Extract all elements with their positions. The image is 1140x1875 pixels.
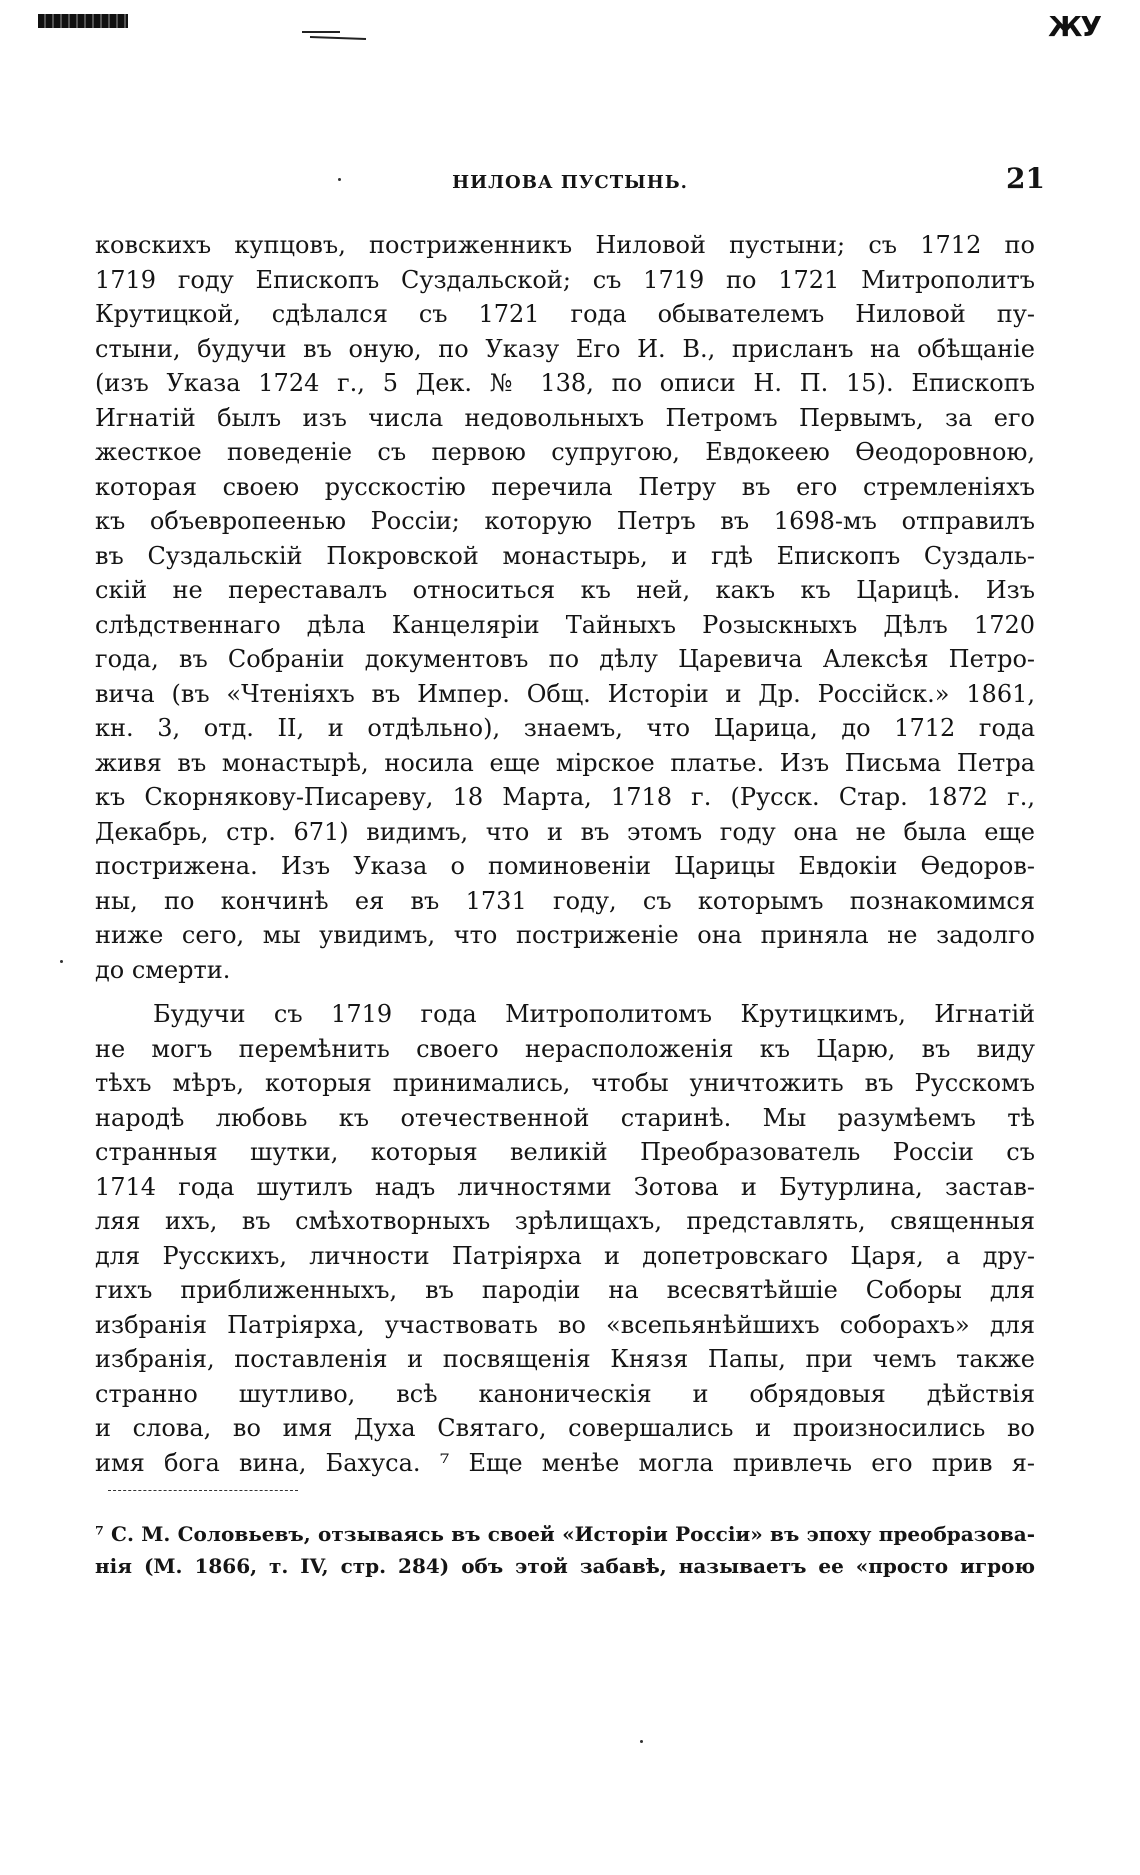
scan-artifact-left	[38, 14, 128, 28]
footnotes	[95, 1518, 1035, 1582]
running-head	[95, 162, 1045, 202]
text-line: ниже сего, мы увидимъ, что постриженіе она приняла не задолго	[95, 921, 1035, 949]
text-line: для Русскихъ, личности Патріярха и допетровскаго Царя, а дру-	[95, 1241, 1035, 1270]
text-line: 1719 году Епископъ Суздальской; съ 1719 по 1721 Митрополитъ	[95, 265, 1035, 294]
body-text	[95, 228, 1035, 1480]
footnote-line: ⁷ С. М. Соловьевъ, отзываясь въ своей «Исторіи Россіи» въ эпоху преобразова-	[95, 1522, 1035, 1546]
scan-speck	[640, 1740, 643, 1743]
text-line: ны, по кончинѣ ея въ 1731 году, съ которымъ познакомимся	[95, 886, 1035, 915]
text-line: слѣдственнаго дѣла Канцеляріи Тайныхъ Розыскныхъ Дѣлъ 1720	[95, 610, 1035, 639]
scan-artifact-center	[300, 28, 370, 42]
running-title: НИЛОВА ПУСТЫНЬ.	[452, 172, 688, 193]
text-line: не могъ перемѣнить своего нерасположенія къ Царю, въ виду	[95, 1034, 1035, 1063]
text-line: избранія Патріярха, участвовать во «всепьянѣйшихъ соборахъ» для	[95, 1310, 1035, 1339]
text-line: Крутицкой, сдѣлался съ 1721 года обывателемъ Ниловой пу-	[95, 300, 1035, 328]
text-line: скій не переставалъ относиться къ ней, какъ къ Царицѣ. Изъ	[95, 576, 1035, 604]
text-line: (изъ Указа 1724 г., 5 Дек. № 138, по описи Н. П. 15). Епископъ	[95, 369, 1035, 397]
text-line: ляя ихъ, въ смѣхотворныхъ зрѣлищахъ, представлять, священныя	[95, 1207, 1035, 1235]
text-line: живя въ монастырѣ, носила еще мірское платье. Изъ Письма Петра	[95, 748, 1035, 777]
text-line: 1714 года шутилъ надъ личностями Зотова и Бутурлина, застав-	[95, 1172, 1035, 1201]
text-line: вича (въ «Чтеніяхъ въ Импер. Общ. Исторіи и Др. Россійск.» 1861,	[95, 679, 1035, 708]
text-line: кн. 3, отд. II, и отдѣльно), знаемъ, что Царица, до 1712 года	[95, 714, 1035, 742]
paragraph-1	[95, 228, 1035, 987]
text-line: стыни, будучи въ оную, по Указу Его И. В., присланъ на обѣщаніе	[95, 334, 1035, 363]
text-line: имя бога вина, Бахуса. ⁷ Еще менѣе могла привлечь его прив я-	[95, 1448, 1035, 1477]
text-line: до смерти.	[95, 955, 231, 984]
text-line: къ Скорнякову-Писареву, 18 Марта, 1718 г. (Русск. Стар. 1872 г.,	[95, 783, 1035, 811]
text-line: года, въ Собраніи документовъ по дѣлу Царевича Алексѣя Петро-	[95, 645, 1035, 673]
paragraph-2	[95, 997, 1035, 1480]
text-line: ковскихъ купцовъ, постриженникъ Ниловой пустыни; съ 1712 по	[95, 231, 1035, 259]
footnote-rule	[108, 1490, 298, 1491]
text-line: странно шутливо, всѣ каноническія и обрядовыя дѣйствія	[95, 1379, 1035, 1408]
text-line: и слова, во имя Духа Святаго, совершались и произносились во	[95, 1414, 1035, 1442]
scan-speck	[60, 960, 63, 963]
text-line: жесткое поведеніе съ первою супругою, Евдокеею Ѳеодоровною,	[95, 438, 1035, 466]
footnote-line: нія (М. 1866, т. IV, стр. 284) объ этой забавѣ, называетъ ее «просто игрою	[95, 1554, 1035, 1578]
text-line: Будучи съ 1719 года Митрополитомъ Крутицкимъ, Игнатій	[153, 1000, 1035, 1028]
text-line: народѣ любовь къ отечественной старинѣ. Мы разумѣемъ тѣ	[95, 1103, 1035, 1132]
text-line: избранія, поставленія и посвященія Князя Папы, при чемъ также	[95, 1345, 1035, 1373]
text-line: Игнатій былъ изъ числа недовольныхъ Петромъ Первымъ, за его	[95, 403, 1035, 432]
text-line: пострижена. Изъ Указа о поминовеніи Царицы Евдокіи Ѳедоров-	[95, 852, 1035, 880]
text-line: Декабрь, стр. 671) видимъ, что и въ этомъ году она не была еще	[95, 817, 1035, 846]
text-line: къ объевропеенью Россіи; которую Петръ въ 1698-мъ отправилъ	[95, 507, 1035, 535]
text-line: гихъ приближенныхъ, въ пародіи на всесвятѣйшіе Соборы для	[95, 1276, 1035, 1304]
text-line: странныя шутки, которыя великій Преобразователь Россіи съ	[95, 1138, 1035, 1166]
text-line: тѣхъ мѣръ, которыя принимались, чтобы уничтожить въ Русскомъ	[95, 1069, 1035, 1097]
scan-speck	[338, 178, 341, 181]
page-number: 21	[1006, 162, 1045, 195]
text-line: въ Суздальскій Покровской монастырь, и гдѣ Епископъ Суздаль-	[95, 541, 1035, 570]
text-line: которая своею русскостію перечила Петру въ его стремленіяхъ	[95, 472, 1035, 501]
corner-mark: ЖУ	[1048, 10, 1100, 43]
